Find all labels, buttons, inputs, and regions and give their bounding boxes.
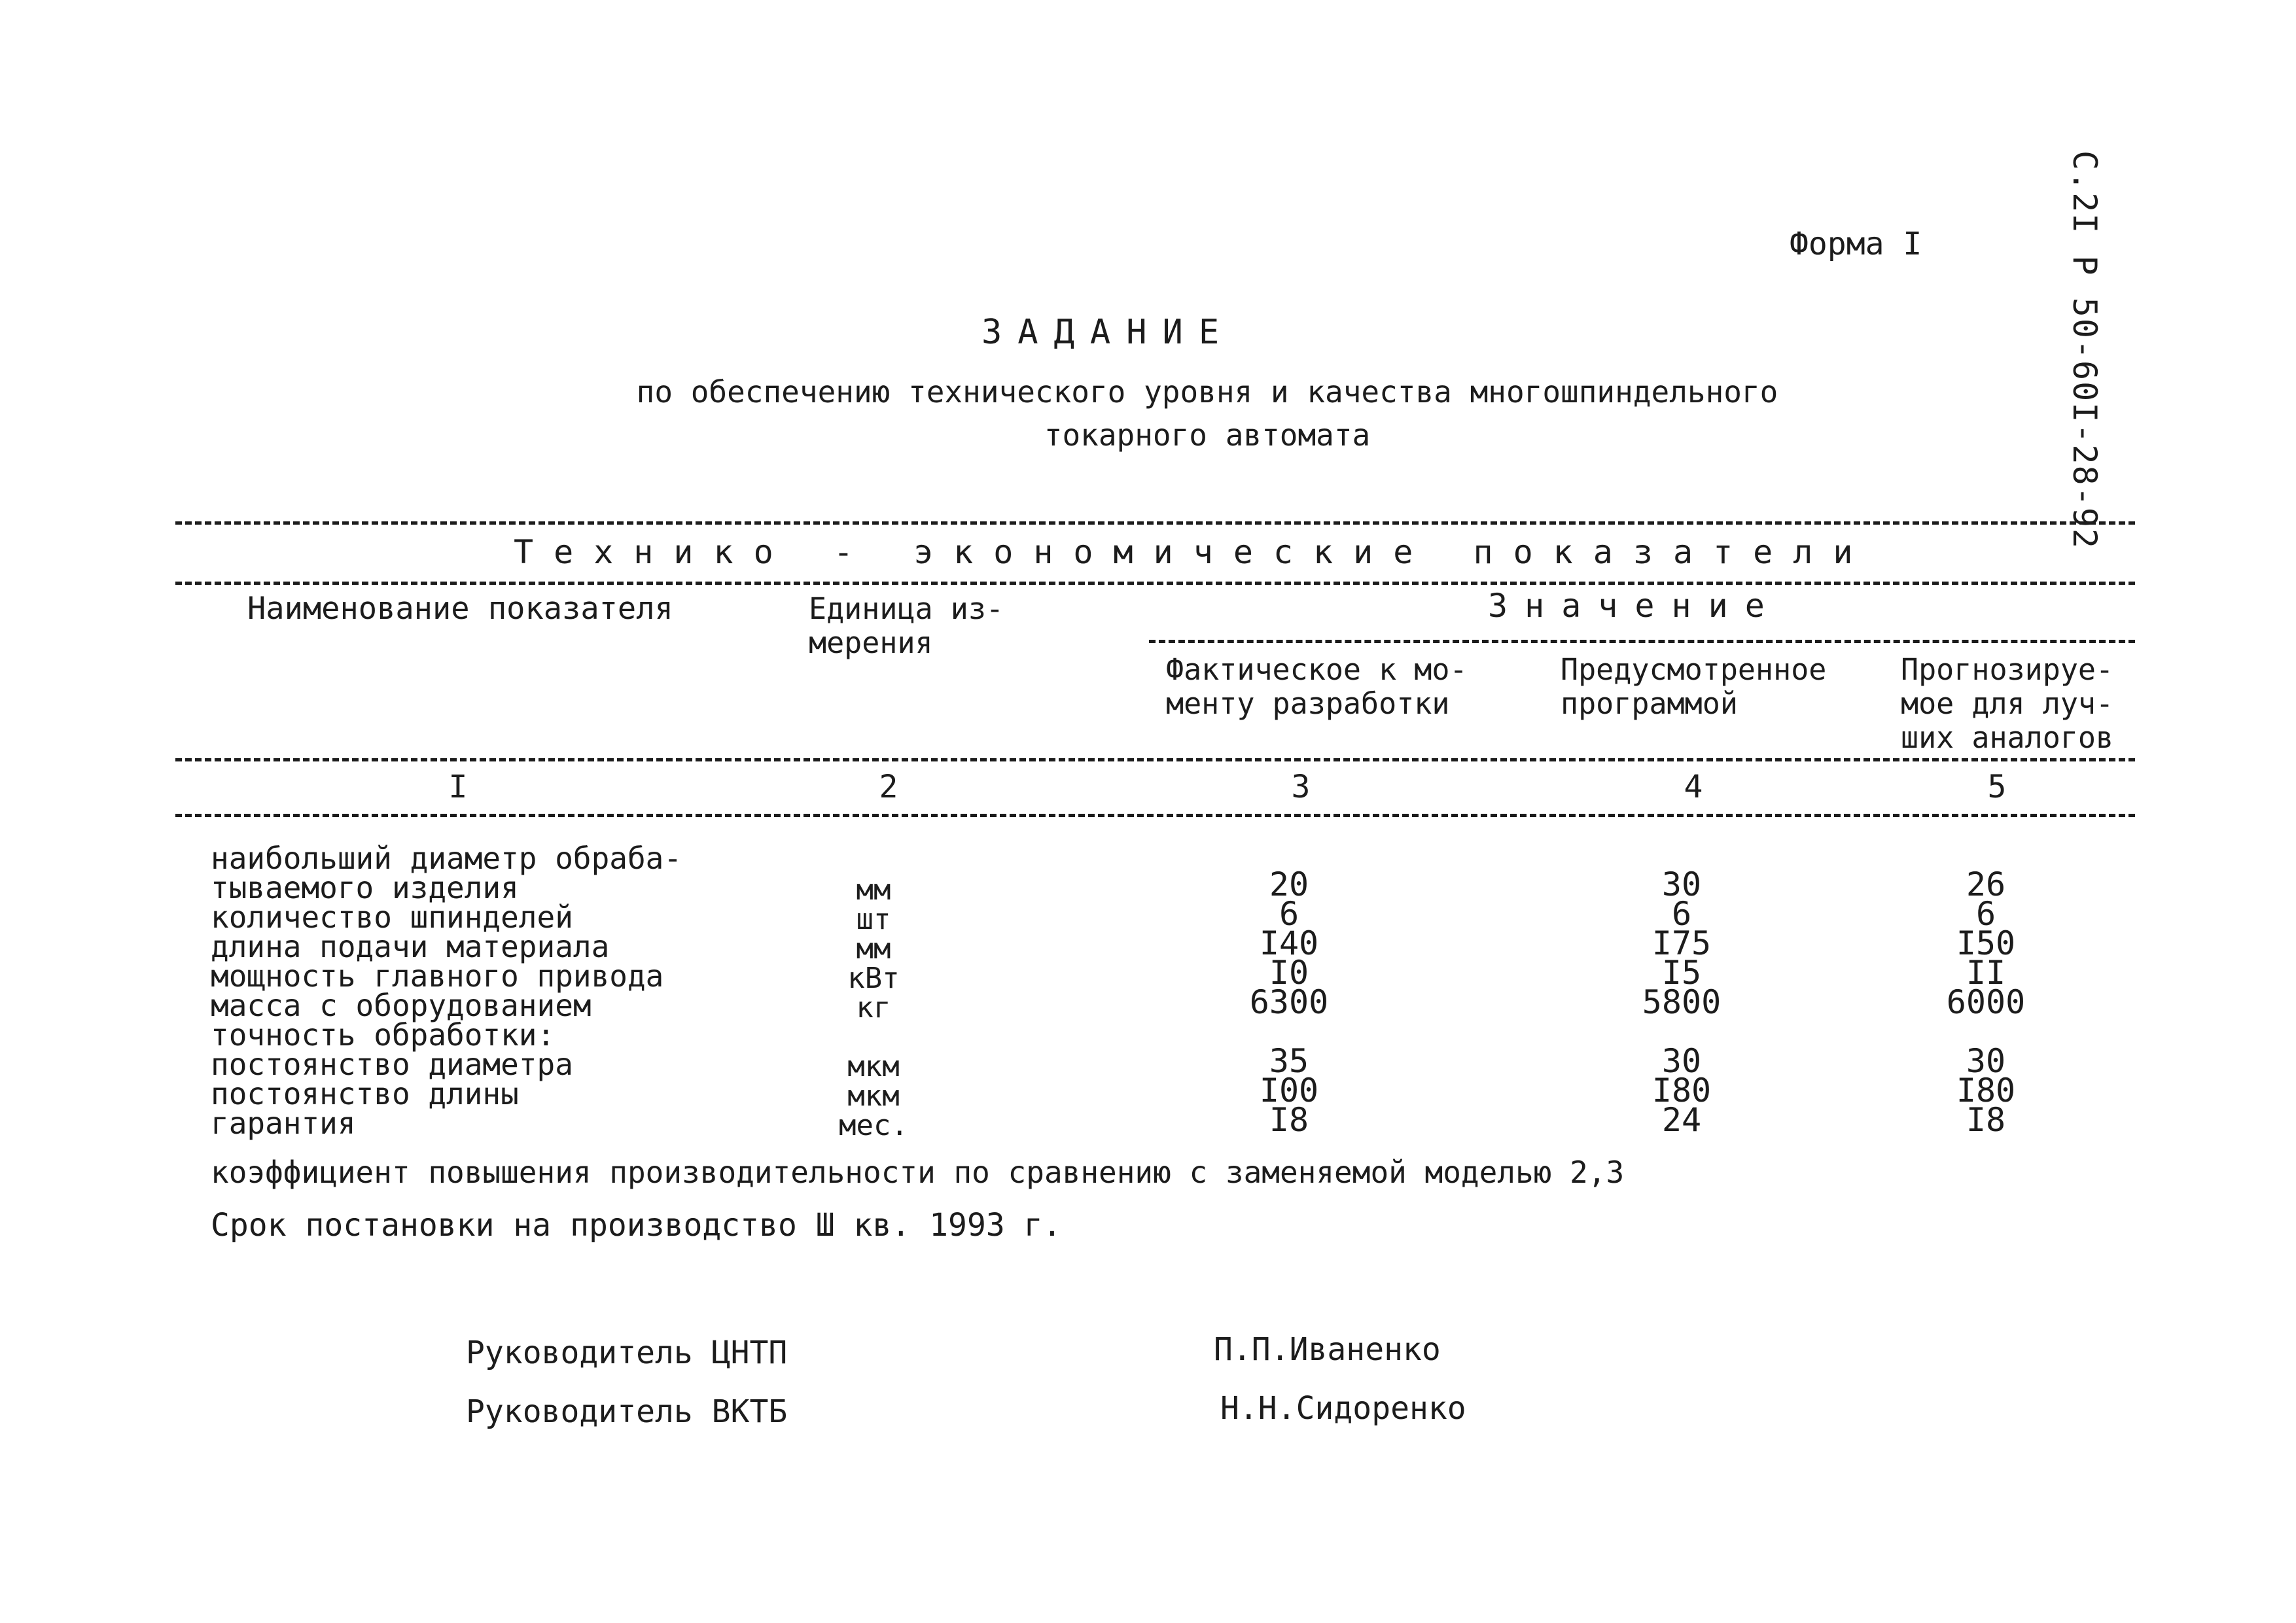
- row-forecast: 6: [1975, 895, 1996, 933]
- row-forecast: 26: [1966, 865, 2006, 903]
- section-head-rule: [175, 582, 2135, 585]
- document-subtitle-line1: по обеспечению технического уровня и качества многошпиндельного: [636, 374, 1778, 410]
- row-planned: 6: [1671, 895, 1692, 933]
- column-number-3: 3: [1291, 769, 1311, 805]
- document-title: ЗАДАНИЕ: [981, 313, 1235, 352]
- row-unit: шт: [856, 903, 891, 936]
- row-actual: 35: [1269, 1042, 1309, 1080]
- column-numbers-rule: [175, 814, 2135, 817]
- row-unit: мм: [856, 873, 891, 907]
- signature-name-1: П.П.Иваненко: [1214, 1331, 1441, 1368]
- document-subtitle-line2: токарного автомата: [1044, 417, 1371, 453]
- row-planned: 30: [1661, 1042, 1702, 1080]
- column-number-4: 4: [1684, 769, 1703, 805]
- section-heading: Технико - экономические показатели: [514, 533, 1873, 571]
- row-actual: 20: [1269, 865, 1309, 903]
- row-planned: 24: [1661, 1101, 1702, 1139]
- header-indicator-name: Наименование показателя: [247, 591, 673, 627]
- row-name: постоянство длины: [211, 1076, 519, 1111]
- row-forecast: 30: [1966, 1042, 2006, 1080]
- row-actual: I8: [1269, 1101, 1309, 1139]
- row-name: наибольший диаметр обраба-: [211, 841, 682, 876]
- row-planned: I80: [1651, 1072, 1712, 1109]
- document-code: С.2I Р 50-60I-28-92: [2066, 150, 2104, 550]
- header-bottom-rule: [175, 758, 2135, 761]
- value-group-rule: [1149, 640, 2135, 643]
- productivity-note: коэффициент повышения производительности по сравнению с заменяемой моделью 2,3: [211, 1155, 1625, 1190]
- row-name: гарантия: [211, 1106, 356, 1141]
- form-label: Форма I: [1790, 226, 1922, 262]
- row-name: тываемого изделия: [211, 870, 519, 905]
- header-actual: Фактическое к мо- менту разработки: [1166, 652, 1468, 721]
- signature-role-2: Руководитель ВКТБ: [466, 1393, 788, 1430]
- row-name: постоянство диаметра: [211, 1047, 573, 1082]
- row-actual: I40: [1259, 924, 1319, 962]
- row-name: масса с оборудованием: [211, 988, 592, 1023]
- signature-name-2: Н.Н.Сидоренко: [1220, 1390, 1466, 1427]
- row-unit: мм: [856, 932, 891, 966]
- row-forecast: I8: [1966, 1101, 2006, 1139]
- row-planned: 30: [1661, 865, 1702, 903]
- header-value-group: Значение: [1488, 587, 1782, 625]
- column-number-1: I: [448, 769, 468, 805]
- row-name: длина подачи материала: [211, 929, 610, 964]
- row-actual: 6: [1279, 895, 1299, 933]
- header-forecast: Прогнозируе- мое для луч- ших аналогов: [1901, 652, 2114, 755]
- row-unit: мкм: [847, 1050, 900, 1083]
- row-unit: мес.: [839, 1109, 908, 1142]
- column-number-2: 2: [879, 769, 898, 805]
- row-unit: кВт: [847, 962, 900, 995]
- column-number-5: 5: [1987, 769, 2007, 805]
- row-planned: 5800: [1642, 983, 1722, 1021]
- row-name: точность обработки:: [211, 1017, 556, 1053]
- row-forecast: II: [1966, 954, 2006, 992]
- row-forecast: 6000: [1946, 983, 2026, 1021]
- table-top-rule: [175, 521, 2135, 525]
- row-name: мощность главного привода: [211, 958, 664, 994]
- row-planned: I5: [1661, 954, 1702, 992]
- row-actual: I00: [1259, 1072, 1319, 1109]
- header-unit: Единица из- мерения: [809, 591, 1004, 660]
- row-unit: мкм: [847, 1079, 900, 1113]
- header-planned: Предусмотренное программой: [1561, 652, 1827, 721]
- row-actual: I0: [1269, 954, 1309, 992]
- signature-role-1: Руководитель ЦНТП: [466, 1335, 788, 1371]
- row-name: количество шпинделей: [211, 899, 573, 935]
- row-forecast: I50: [1956, 924, 2016, 962]
- production-date: Срок постановки на производство Ш кв. 1993 г.: [211, 1207, 1062, 1244]
- row-actual: 6300: [1249, 983, 1329, 1021]
- row-unit: кг: [856, 991, 891, 1024]
- row-planned: I75: [1651, 924, 1712, 962]
- row-forecast: I80: [1956, 1072, 2016, 1109]
